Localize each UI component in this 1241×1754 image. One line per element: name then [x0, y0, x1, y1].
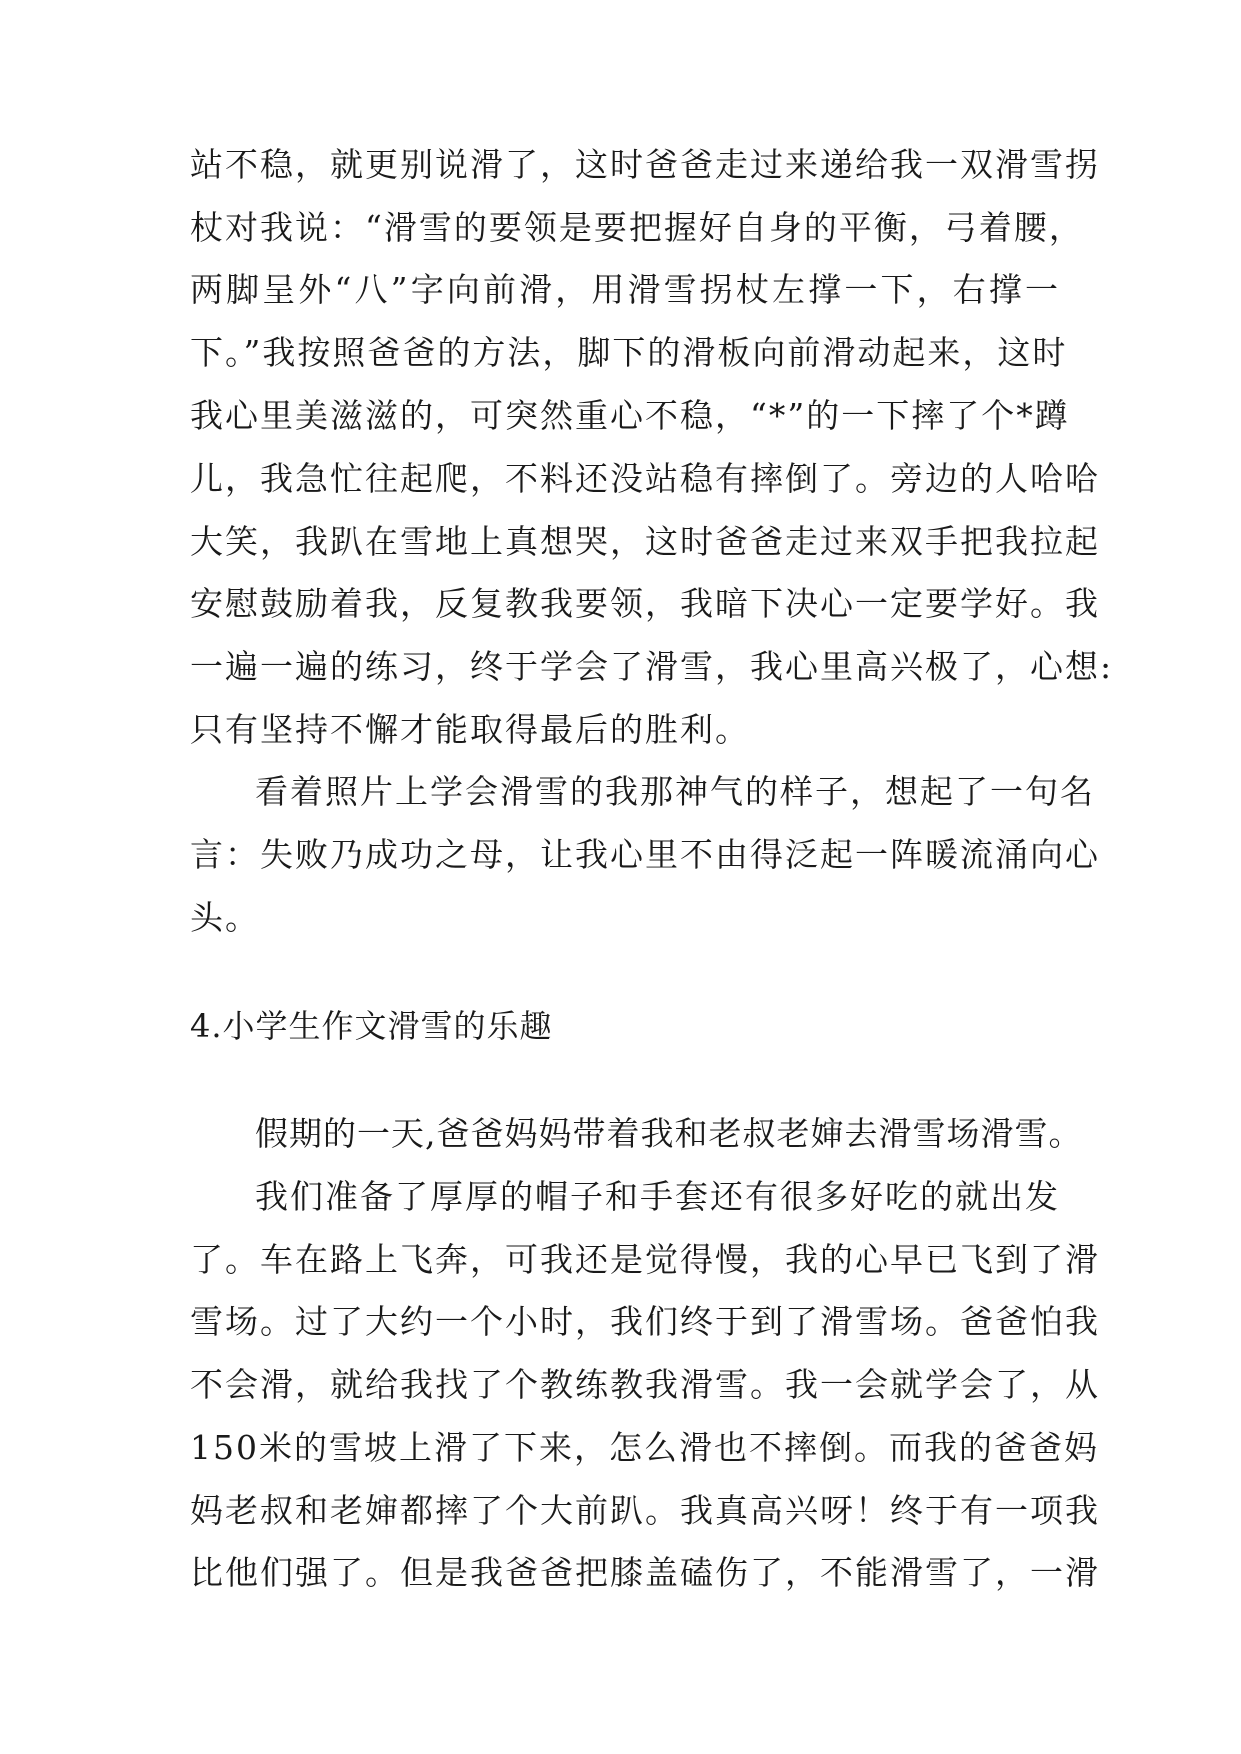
section-heading: 4.小学生作文滑雪的乐趣 [190, 1007, 553, 1045]
paragraph-line: 只有坚持不懈才能取得最后的胜利。 [190, 710, 750, 749]
paragraph-line: 假期的一天,爸爸妈妈带着我和老叔老婶去滑雪场滑雪。 [255, 1114, 1083, 1153]
paragraph-line: 安慰鼓励着我，反复教我要领，我暗下决心一定要学好。我 [190, 584, 1100, 623]
paragraph-line: 一遍一遍的练习，终于学会了滑雪，我心里高兴极了，心想: [190, 647, 1114, 686]
paragraph-line: 儿，我急忙往起爬，不料还没站稳有摔倒了。旁边的人哈哈 [190, 459, 1100, 498]
paragraph-line: 头。 [190, 898, 260, 937]
paragraph-line: 妈老叔和老婶都摔了个大前趴。我真高兴呀！终于有一项我 [190, 1491, 1100, 1530]
paragraph-line: 我心里美滋滋的，可突然重心不稳，“*”的一下摔了个*蹲 [190, 396, 1070, 435]
paragraph-line: 言：失败乃成功之母，让我心里不由得泛起一阵暖流涌向心 [190, 835, 1100, 874]
paragraph-line: 站不稳，就更别说滑了，这时爸爸走过来递给我一双滑雪拐 [190, 145, 1100, 184]
paragraph-line: 杖对我说：“滑雪的要领是要把握好自身的平衡，弓着腰， [190, 208, 1084, 247]
paragraph-line: 我们准备了厚厚的帽子和手套还有很多好吃的就出发 [255, 1177, 1060, 1216]
paragraph-line: 比他们强了。但是我爸爸把膝盖磕伤了，不能滑雪了，一滑 [190, 1553, 1100, 1592]
paragraph-line: 看着照片上学会滑雪的我那神气的样子，想起了一句名 [255, 772, 1095, 811]
paragraph-line: 了。车在路上飞奔，可我还是觉得慢，我的心早已飞到了滑 [190, 1240, 1100, 1279]
paragraph-line: 150米的雪坡上滑了下来，怎么滑也不摔倒。而我的爸爸妈 [190, 1428, 1099, 1467]
paragraph-line: 两脚呈外“八”字向前滑，用滑雪拐杖左撑一下，右撑一 [190, 270, 1060, 309]
paragraph-line: 雪场。过了大约一个小时，我们终于到了滑雪场。爸爸怕我 [190, 1302, 1100, 1341]
paragraph-line: 大笑，我趴在雪地上真想哭，这时爸爸走过来双手把我拉起 [190, 522, 1100, 561]
paragraph-line: 不会滑，就给我找了个教练教我滑雪。我一会就学会了，从 [190, 1365, 1100, 1404]
paragraph-line: 下。”我按照爸爸的方法，脚下的滑板向前滑动起来，这时 [190, 333, 1068, 372]
